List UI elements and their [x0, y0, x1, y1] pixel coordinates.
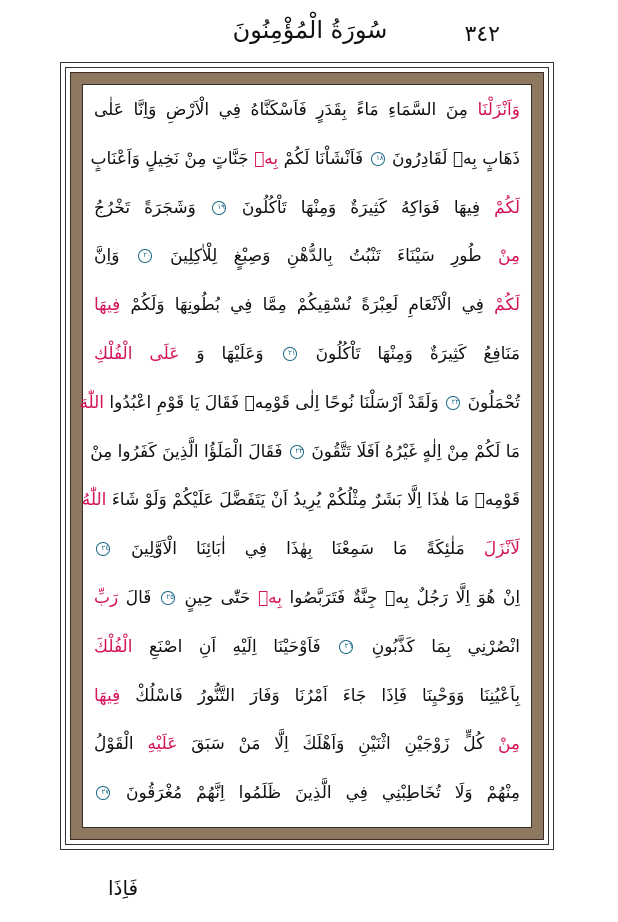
text-segment: اِنْ هُوَ اِلَّا رَجُلٌ بِهٖ جِنَّةٌ فَتَرَبَّصُوا	[289, 588, 521, 608]
text-segment: وَشَجَرَةً تَخْرُجُ	[94, 197, 196, 218]
highlighted-word: لَكُمْ	[494, 197, 521, 218]
verse-number-marker: ٢٦	[339, 640, 353, 654]
text-segment: فِي الْاَنْعَامِ لَعِبْرَةً نُسْقِيكُمْ مِمَّا فِي بُطُونِهَا وَلَكُمْ	[130, 295, 484, 316]
highlighted-word: الْفُلْكَ	[94, 636, 133, 657]
text-segment: قَالَ	[125, 588, 152, 608]
highlighted-word: فِيهَا	[94, 685, 121, 706]
text-line	[90, 139, 520, 179]
highlighted-word: عَلَيْهِ	[147, 734, 178, 755]
text-segment: وَاِنَّ	[94, 246, 120, 267]
text-line	[81, 480, 520, 520]
text-segment: بِاَعْيُنِنَا وَوَحْيِنَا فَاِذَا جَاءَ اَمْرُنَا وَفَارَ التَّنُّورُ فَاسْلُكْ	[135, 685, 521, 706]
text-segment: انْصُرْنِي بِمَا كَذَّبُونِ	[371, 636, 520, 657]
highlighted-word: لَاَنْزَلَ	[483, 539, 521, 560]
verse-number-marker: ٢١	[283, 347, 297, 361]
verse-number-marker: ٢٣	[290, 445, 304, 459]
highlighted-word: رَبِّ	[94, 588, 119, 608]
text-segment: مِنَ السَّمَاءِ مَاءً بِقَدَرٍ فَاَسْكَنَّاهُ فِي الْاَرْضِ وَاِنَّا عَلٰى	[94, 100, 468, 120]
text-line	[94, 285, 520, 325]
highlighted-word: مِنْ	[497, 734, 521, 755]
text-segment: مَنَافِعُ كَثِيرَةٌ وَمِنْهَا تَاْكُلُونَ	[315, 344, 521, 364]
text-segment: فَاَنْشَاْنَا لَكُمْ	[283, 148, 364, 169]
highlighted-word: بِهٖ	[254, 148, 279, 169]
text-segment: الْقَوْلُ	[94, 734, 134, 755]
highlighted-word: اللّٰهَ	[79, 392, 105, 413]
text-line	[94, 676, 520, 716]
highlighted-word: بِهٖ	[257, 588, 282, 608]
text-line	[94, 90, 520, 130]
text-segment: فِيهَا فَوَاكِهُ كَثِيرَةٌ وَمِنْهَا تَاْكُلُونَ	[241, 197, 481, 218]
text-line	[79, 383, 520, 423]
text-segment: مِنْهُمْ وَلَا تُخَاطِبْنِي فِي الَّذِينَ ظَلَمُوا اِنَّهُمْ مُغْرَقُونَ	[126, 783, 521, 804]
text-segment: حَتّٰى حِينٍ	[184, 588, 251, 608]
text-line	[94, 334, 520, 374]
text-segment: طُورِ سَيْنَاءَ تَنْبُتُ بِالدُّهْنِ وَصِبْغٍ لِلْاٰكِلِينَ	[170, 246, 482, 267]
text-line	[94, 236, 520, 276]
text-segment: فَقَالَ الْمَلَؤُا الَّذِينَ كَفَرُوا مِنْ	[90, 441, 283, 462]
highlighted-word: اللّٰهُ	[81, 490, 107, 511]
text-lines	[79, 90, 521, 822]
text-line	[90, 432, 520, 472]
text-segment: تُحْمَلُونَ	[467, 392, 520, 413]
text-segment: فَاَوْحَيْنَا اِلَيْهِ اَنِ اصْنَعِ	[148, 636, 321, 657]
text-line	[94, 188, 520, 228]
highlighted-word: مِنْ	[497, 246, 521, 267]
text-line	[94, 627, 520, 667]
verse-number-marker: ٢٥	[161, 591, 175, 605]
text-line	[94, 529, 520, 569]
text-line	[94, 578, 520, 618]
highlighted-word: لَكُمْ	[494, 295, 521, 316]
verse-number-marker: ٢٤	[96, 542, 110, 556]
verse-number-marker: ١٨	[371, 152, 385, 166]
text-segment: قَوْمِهٖ مَا هٰذَا اِلَّا بَشَرٌ مِثْلُكُمْ يُرِيدُ اَنْ يَتَفَضَّلَ عَلَيْكُمْ وَلَوْ شَاءَ	[111, 490, 520, 511]
text-segment: ذَهَابٍ بِهٖ لَقَادِرُونَ	[391, 148, 520, 169]
highlighted-word: عَلَى الْفُلْكِ	[94, 344, 180, 364]
verse-number-marker: ١٩	[212, 201, 226, 215]
verse-number-marker: ٢٠	[138, 249, 152, 263]
text-segment: وَعَلَيْهَا وَ	[196, 344, 264, 364]
page-number: ٣٤٢	[464, 22, 500, 47]
page-header	[0, 14, 618, 60]
highlighted-word: فِيهَا	[94, 295, 121, 316]
verse-number-marker: ٢٢	[446, 396, 460, 410]
text-segment: جَنَّاتٍ مِنْ نَخِيلٍ وَاَعْنَابٍ	[90, 148, 249, 169]
text-segment: مَا لَكُمْ مِنْ اِلٰهٍ غَيْرُهُ اَفَلَا تَتَّقُونَ	[311, 441, 520, 462]
text-segment: وَلَقَدْ اَرْسَلْنَا نُوحًا اِلٰى قَوْمِهٖ فَقَالَ يَا قَوْمِ اعْبُدُوا	[109, 392, 439, 413]
text-line	[94, 724, 520, 764]
catchword: فَاِذَا	[108, 876, 139, 900]
verse-number-marker: ٢٧	[96, 786, 110, 800]
text-line	[94, 773, 520, 813]
surah-title: سُورَةُ الْمُؤْمِنُونَ	[232, 16, 388, 44]
text-segment: كُلٍّ زَوْجَيْنِ اثْنَيْنِ وَاَهْلَكَ اِلَّا مَنْ سَبَقَ	[191, 734, 485, 755]
text-segment: مَلٰئِكَةً مَا سَمِعْنَا بِهٰذَا فِي اٰبَائِنَا الْاَوَّلِينَ	[131, 539, 465, 560]
highlighted-word: وَاَنْزَلْنَا	[477, 100, 520, 120]
